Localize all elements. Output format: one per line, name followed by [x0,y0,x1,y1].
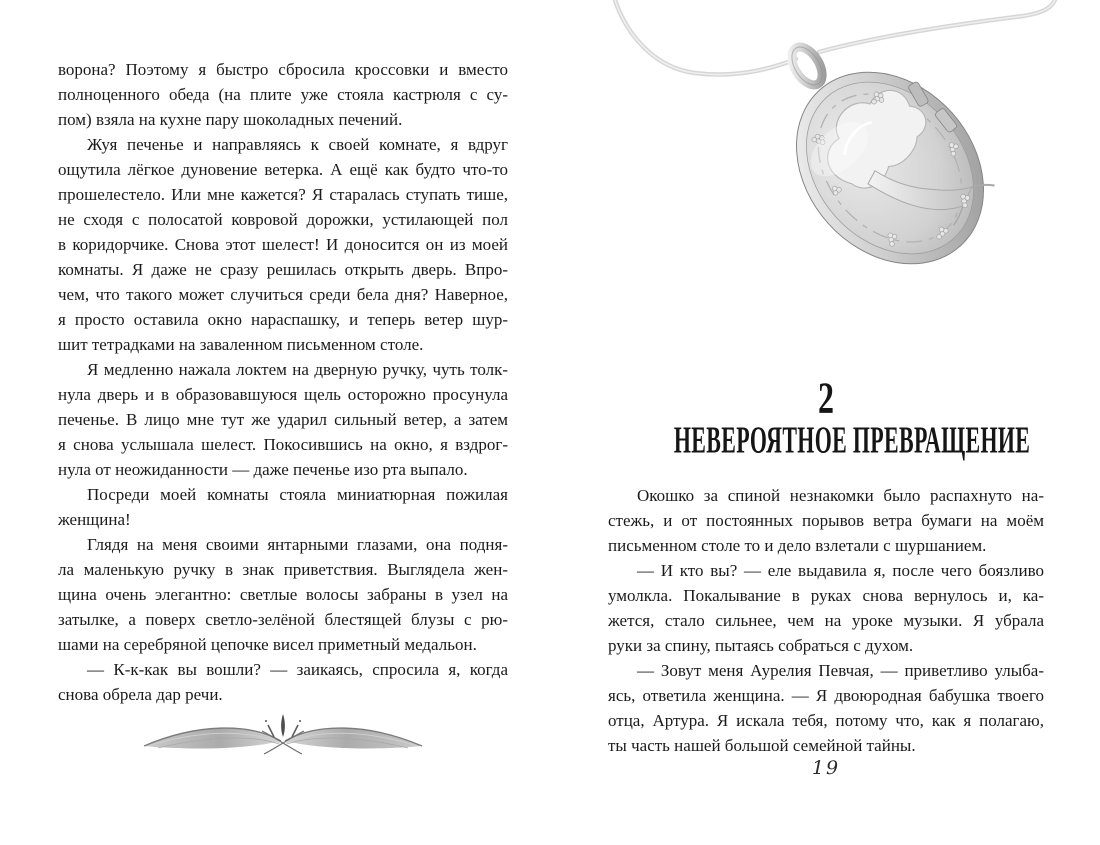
text-line: нула от неожиданности — даже печенье изо рта выпало. [58,460,468,479]
left-page-text [58,57,508,707]
text-line: полноценного обеда (на плите уже стояла кастрюля с су- [58,85,508,104]
text-line: комнаты. Я даже не сразу решилась открыть дверь. Впро- [58,260,508,279]
text-line: щина очень элегантно: светлые волосы забраны в узел на [58,585,508,604]
right-page-text [608,483,1044,758]
page-number: 19 [811,757,841,779]
text-line: снова обрела дар речи. [58,685,223,704]
text-line: шит тетрадками на заваленном письменном столе. [58,335,424,354]
left-wing [144,728,281,748]
text-line: отца, Артура. Я искала тебя, потому что, как я полагаю, [608,711,1044,730]
text-line: Посреди моей комнаты стояла миниатюрная пожилая [87,485,508,504]
text-line: — И кто вы? — еле выдавила я, после чего боязливо [637,561,1044,580]
text-line: Глядя на меня своими янтарными глазами, она подня- [87,535,508,554]
text-line: нула дверь и в образовавшуюся щель осторожно просунула [58,385,508,404]
chapter-title-text: НЕВЕРОЯТНОЕ ПРЕВРАЩЕНИЕ [673,419,1031,462]
text-line: пом) взяла на кухне пару шоколадных печений. [58,110,403,129]
text-line: ясь, ответила женщина. — Я двоюродная бабушка твоего [608,686,1044,705]
text-line: в коридорчике. Снова этот шелест! И доносится он из моей [58,235,508,254]
text-line: женщина! [58,510,131,529]
text-line: прошелестело. Или мне кажется? Я старалась ступать тише, [58,185,508,204]
text-line: я просто оставила окно нараспашку, и теперь ветер шур- [58,310,508,329]
text-line: чем, что такого может случиться среди бела дня? Наверное, [58,285,508,304]
text-line: ворона? Поэтому я быстро сбросила кроссовки и вместо [58,60,508,79]
text-line: ла маленькую ручку в знак приветствия. Выглядела жен- [58,560,508,579]
text-line: стежь, и от постоянных порывов ветра бумаги на моём [608,511,1044,530]
necklace-chain [613,0,1057,75]
text-line: письменном столе то и дело взлетали с шуршанием. [608,536,987,555]
chapter-number-text: 2 [818,372,834,423]
text-line: жется, стало сильнее, чем на уроке музыки. Я убрала [608,611,1044,630]
text-line: Жуя печенье и направляясь к своей комнате, я вдруг [87,135,508,154]
text-line: умолкла. Покалывание в руках снова вернулось и, ка- [608,586,1044,605]
text-line: шами на серебряной цепочке висел приметный медальон. [58,635,477,654]
chapter-title [608,419,1044,462]
text-line: — К-к-как вы вошли? — заикаясь, спросила я, когда [87,660,508,679]
text-line: печенье. В лицо мне тут же ударил сильный ветер, а затем [58,410,508,429]
text-line: я снова услышала шелест. Покосившись на окно, я вздрог- [58,435,508,454]
text-line: ощутила лёгкое дуновение ветерка. А ещё как будто что-то [58,160,508,179]
text-line: руки за спину, пытаясь собраться с духом. [608,636,914,655]
text-line: затылке, а поверх светло-зелёной блестящей блузы с рю- [58,610,508,629]
text-line: не сходя с полосатой ковровой дорожки, устилающей пол [58,210,508,229]
feather-divider-icon [58,710,508,773]
text-line: Окошко за спиной незнакомки было распахнуто на- [637,486,1044,505]
right-wing [285,728,422,748]
text-line: — Зовут меня Аурелия Певчая, — приветливо улыба- [637,661,1044,680]
chapter-number [608,374,1044,421]
center-plume [262,714,304,754]
text-line: ты часть нашей большой семейной тайны. [608,736,916,755]
text-line: Я медленно нажала локтем на дверную ручку, чуть толк- [87,360,508,379]
locket-pendant-illustration [555,0,1100,335]
